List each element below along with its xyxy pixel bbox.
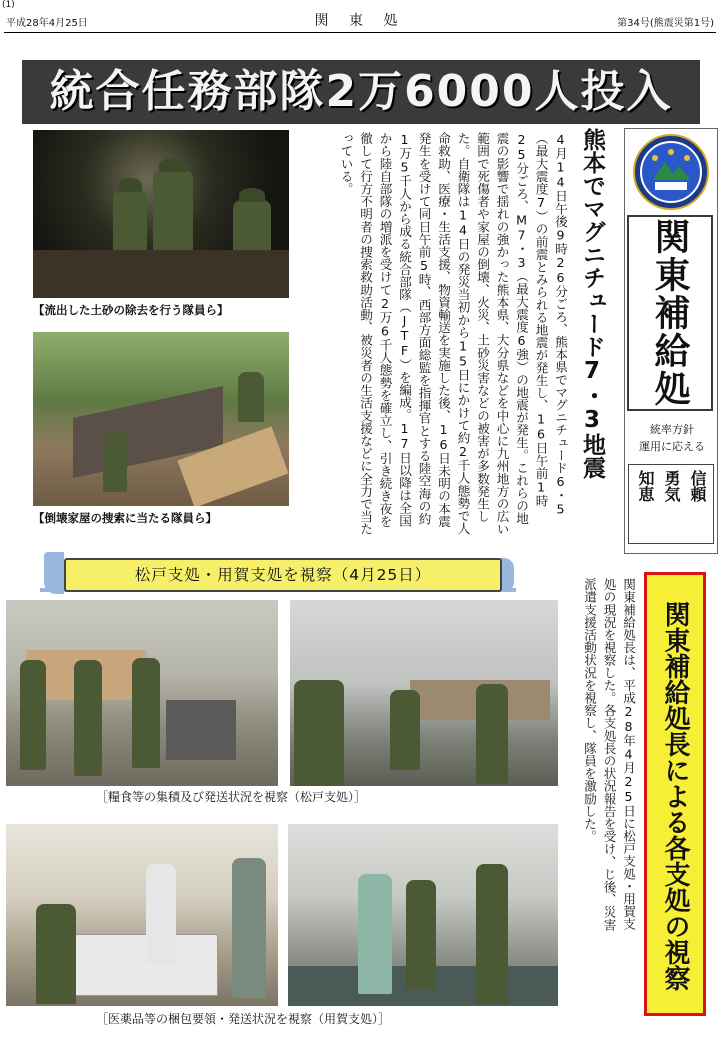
photo-collapsed-house [33, 332, 289, 506]
photo-caption: 【倒壊家屋の捜索に当たる隊員ら】 [33, 511, 217, 525]
unit-name: 関東補給処 [649, 218, 691, 408]
article-subheadline: 熊本でマグニチュード7・3地震 [579, 128, 605, 479]
photo-yoga-dispatch [288, 824, 558, 1006]
photo-caption: ［医薬品等の梱包要領・発送状況を視察（用賀支処）］ [96, 1012, 391, 1026]
soldier-figure [103, 432, 127, 492]
motto-trust: 信頼 [688, 470, 707, 502]
motto-courage: 勇気 [662, 470, 681, 502]
policy-text: 運用に応える [639, 440, 705, 453]
section-ribbon: 松戸支処・用賀支処を視察（4月25日） [64, 558, 502, 592]
soldier-figure [476, 864, 508, 1004]
soldier-figure [390, 690, 420, 770]
main-headline: 統合任務部隊2万6000人投入 [22, 60, 700, 124]
issue-number: 第34号(熊震災第1号) [617, 18, 714, 29]
soldier-figure [36, 904, 76, 1004]
soldier-figure [476, 684, 508, 784]
inspection-body: 関東補給処長は、平成28年4月25日に松戸支処・用賀支処の現況を視察した。各支処長の状況報告を受け、じ後、災害派遣支援活動状況を視察し、隊員を激励した。 [582, 578, 636, 931]
photo-caption: 【流出した土砂の除去を行う隊員ら】 [33, 303, 229, 317]
photo-matsudo-warehouse [6, 600, 278, 786]
page-number: (1) [2, 0, 15, 10]
photo-soil-removal [33, 130, 289, 298]
staff-figure [146, 864, 176, 964]
unit-emblem-icon [633, 134, 709, 210]
motto-wisdom: 知恵 [636, 470, 655, 502]
header-rule [4, 32, 716, 33]
photo-caption: ［糧食等の集積及び発送状況を視察（松戸支処）］ [96, 790, 367, 804]
soldier-figure [74, 660, 102, 776]
article-body: 4月14日午後9時26分ごろ、熊本県でマグニチュード6・5（最大震度7）の前震とみられる地震が発生し、16日午前1時25分ごろ、M7・3（最大震度6強）の地震が発生。これらの地震の影響で揺れの強かった熊本県、大分県などを中心に九州地方の広い範囲で死傷者や家屋の倒壊、火災、土砂災害などの被害が多数発生した。自衛隊は14日の発災当初から15日にかけて約2千人態勢で人命救助、医療・生活支援、物資輸送を実施した後、16日未明の本震発生を受けて同日午前5時、西部方面総監を指揮官とする陸空海の約1万5千人から成る統合部隊（JTF）を編成。17日以降は全国から陸自部隊の増派を受けて2万6千人態勢を確立し、引き続き夜を徹して行方不明者の捜索救助活動、被災者の生活支援などに全力で当たっている。 [338, 132, 568, 536]
photo-matsudo-inspection [290, 600, 558, 786]
soldier-figure [406, 880, 436, 990]
soldier-figure [132, 658, 160, 768]
soldier-figure [294, 680, 344, 786]
soldier-figure [20, 660, 46, 770]
policy-heading: 統率方針 [650, 423, 694, 436]
ground [33, 250, 289, 298]
equipment-case [166, 700, 236, 760]
officer-figure [358, 874, 392, 994]
soldier-figure [238, 372, 264, 422]
issue-date: 平成28年4月25日 [6, 18, 88, 29]
masthead-title: 関 東 処 [314, 13, 406, 29]
officer-figure [232, 858, 266, 998]
inspection-headline: 関東補給処長による各支処の視察 [660, 601, 690, 991]
photo-yoga-packing [6, 824, 278, 1006]
packing-desk [66, 934, 218, 996]
